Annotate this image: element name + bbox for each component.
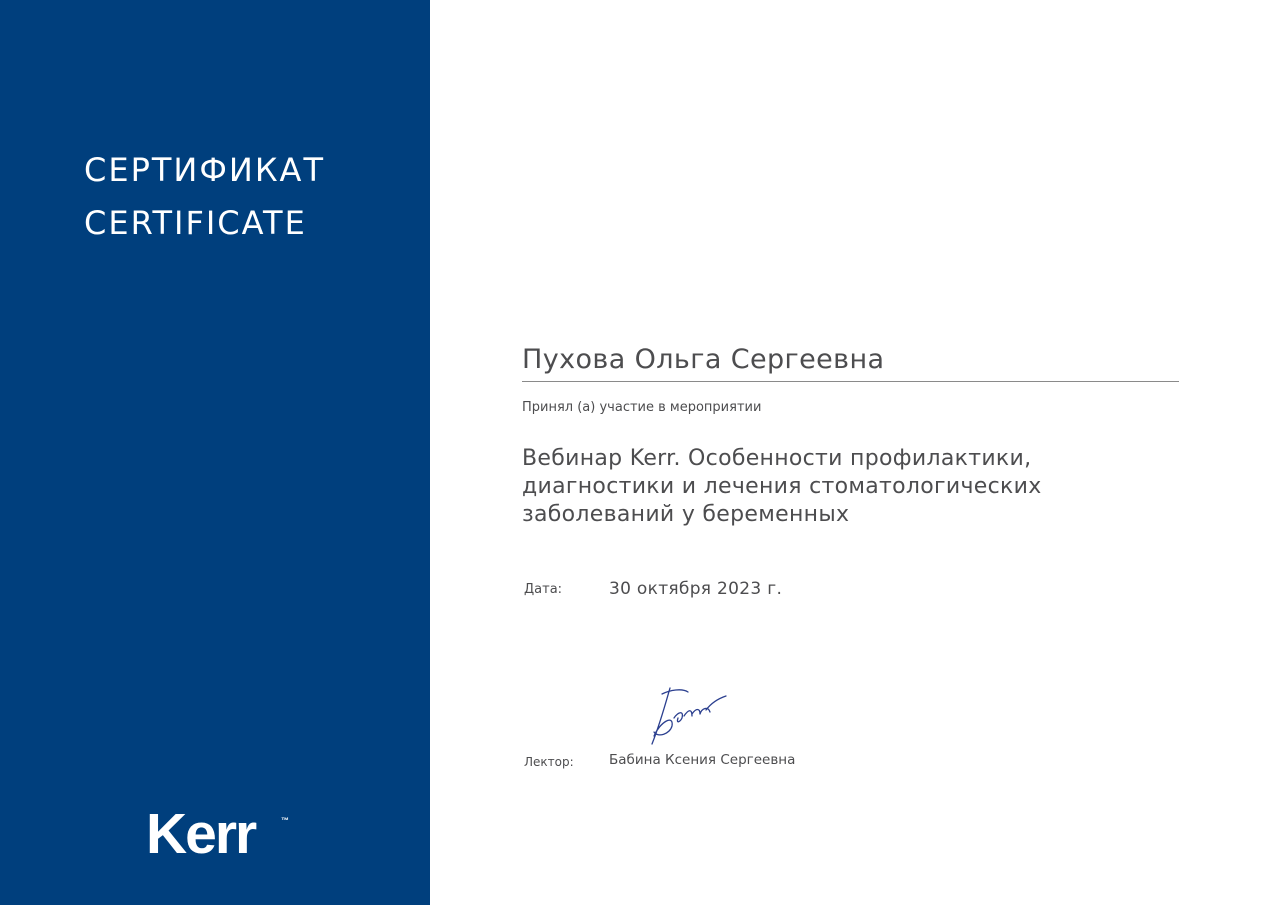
lecturer-name: Бабина Ксения Сергеевна <box>609 752 796 768</box>
logo-trademark: ™ <box>281 816 289 825</box>
recipient-name: Пухова Ольга Сергеевна <box>522 344 885 375</box>
date-value: 30 октября 2023 г. <box>609 579 783 599</box>
certificate-sidebar <box>0 0 430 905</box>
participation-text: Принял (а) участие в мероприятии <box>522 400 762 415</box>
signature-image <box>640 684 730 750</box>
kerr-logo <box>146 802 296 866</box>
lecturer-label: Лектор: <box>524 755 574 769</box>
event-title <box>522 445 1162 529</box>
event-title-line: заболеваний у беременных <box>522 502 850 527</box>
name-underline <box>522 381 1179 382</box>
event-title-line: диагностики и лечения стоматологических <box>522 474 1042 499</box>
event-title-line: Вебинар Kerr. Особенности профилактики, <box>522 446 1032 471</box>
date-label: Дата: <box>524 582 563 597</box>
certificate-title-ru: СЕРТИФИКАТ <box>84 151 325 189</box>
logo-text: Kerr <box>146 802 256 866</box>
certificate-title-en: CERTIFICATE <box>84 204 307 242</box>
